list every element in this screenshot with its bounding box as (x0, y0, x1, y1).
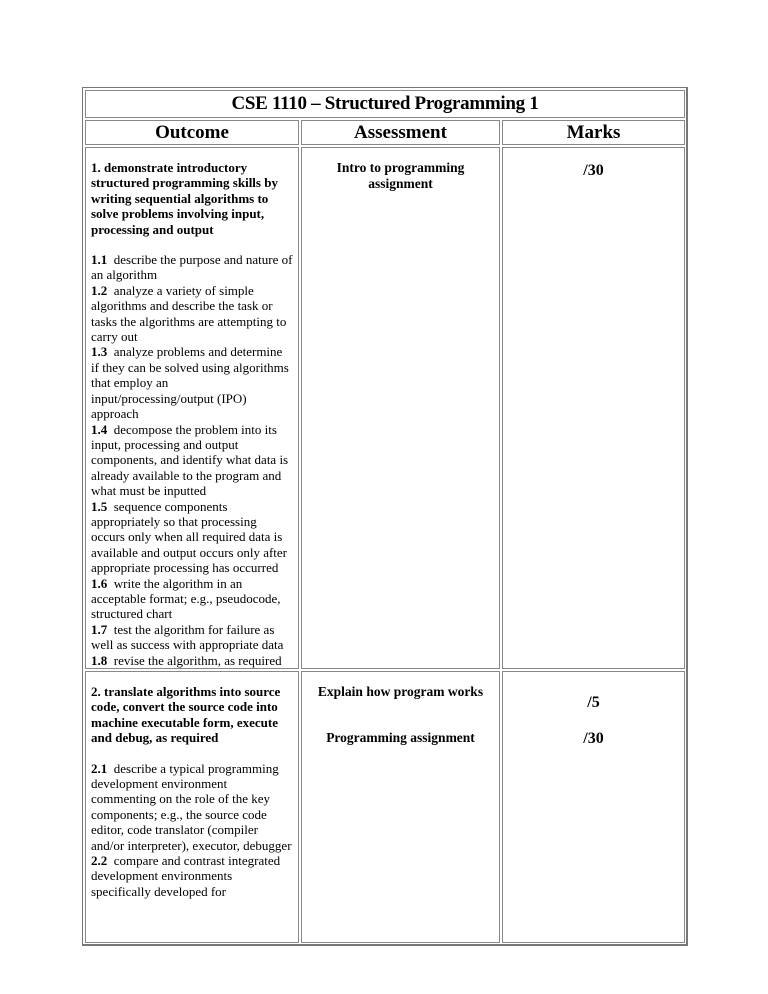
sub-outcome-number: 1.1 (91, 252, 108, 268)
assessment-item: Programming assignment (326, 730, 475, 745)
outcome-statement: 1. demonstrate introductory structured programming skills by writing sequential algorithms to solve problems involving input, processing and output (91, 160, 278, 237)
sub-outcome-text: revise the algorithm, as required (113, 652, 282, 668)
sub-outcome-number: 1.8 (91, 652, 108, 668)
sub-outcome-number: 1.3 (91, 344, 108, 360)
header-assessment: Assessment (301, 120, 500, 145)
sub-outcome-text: analyze problems and determine if they can be solved using algorithms that employ an input/processing/output (IPO) approach (91, 344, 289, 422)
marks-value: /30 (583, 162, 604, 179)
assessment-cell (301, 671, 500, 943)
sub-outcome (91, 283, 293, 345)
outcome-cell (85, 671, 299, 943)
sub-outcome-number: 2.1 (91, 760, 108, 776)
sub-outcome (91, 853, 293, 899)
sub-outcome (91, 576, 293, 622)
sub-outcome-number: 1.6 (91, 575, 108, 591)
sub-outcome (91, 422, 293, 499)
sub-outcome-number: 1.5 (91, 498, 108, 514)
sub-outcome (91, 499, 293, 576)
sub-outcome-number: 1.7 (91, 621, 108, 637)
sub-outcome (91, 653, 293, 668)
marks-value: /30 (583, 730, 604, 747)
sub-outcome-number: 1.2 (91, 282, 108, 298)
marks-value: /5 (587, 694, 600, 711)
sub-outcome-text: sequence components appropriately so that processing occurs only when all required data is available and output occurs only after appropriate processing has occurred (91, 498, 288, 576)
assessment-item: Intro to programming assignment (336, 160, 465, 191)
sub-outcome-text: analyze a variety of simple algorithms and describe the task or tasks the algorithms are attempting to carry out (91, 282, 287, 345)
sub-outcome (91, 252, 293, 283)
outcome-cell (85, 147, 299, 669)
marks-cell (502, 147, 685, 669)
sub-outcome (91, 761, 293, 853)
sub-outcome (91, 622, 293, 653)
course-title: CSE 1110 – Structured Programming 1 (85, 90, 685, 118)
marks-cell (502, 671, 685, 943)
course-outcomes-table (82, 87, 688, 946)
sub-outcome-number: 2.2 (91, 853, 108, 869)
sub-outcome-text: write the algorithm in an acceptable format; e.g., pseudocode, structured chart (91, 575, 281, 622)
sub-outcome-number: 1.4 (91, 421, 108, 437)
header-outcome: Outcome (85, 120, 299, 145)
header-marks: Marks (502, 120, 685, 145)
sub-outcome-text: describe a typical programming development environment commenting on the role of the key components; e.g., the source code editor, code translator (compiler and/or interpreter), executor, debugger (91, 760, 292, 853)
table-row (85, 671, 685, 943)
outcome-statement: 2. translate algorithms into source code, convert the source code into machine executable form, execute and debug, as required (91, 684, 281, 746)
sub-outcome-text: test the algorithm for failure as well as success with appropriate data (91, 621, 284, 653)
table-row (85, 147, 685, 669)
sub-outcome-text: describe the purpose and nature of an algorithm (91, 252, 293, 283)
sub-outcome-text: compare and contrast integrated development environments specifically developed for (91, 853, 281, 899)
assessment-cell (301, 147, 500, 669)
sub-outcome-text: decompose the problem into its input, processing and output components, and identify what data is already available to the program and what must be inputted (91, 421, 289, 499)
assessment-item: Explain how program works (317, 684, 484, 699)
sub-outcome (91, 344, 293, 421)
